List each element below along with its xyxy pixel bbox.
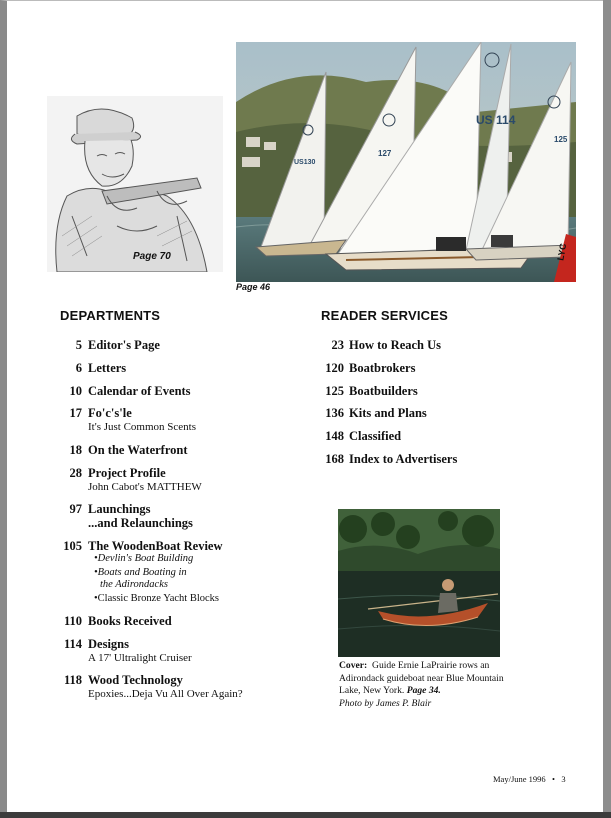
rs-page-number: 23 — [331, 338, 344, 352]
page-footer — [493, 774, 566, 784]
toc-page-number: 18 — [69, 443, 82, 457]
toc-subtitle: A 17' Ultralight Cruiser — [88, 652, 192, 664]
sail-number-b: US130 — [294, 159, 316, 166]
toc-title[interactable]: Books Received — [88, 614, 172, 628]
rs-title[interactable]: Classified — [349, 429, 402, 443]
toc-title[interactable]: Editor's Page — [88, 338, 160, 352]
toc-page-number: 118 — [63, 673, 82, 687]
toc-title[interactable]: On the Waterfront — [88, 443, 188, 457]
toc-subtitle: Epoxies...Deja Vu All Over Again? — [88, 688, 243, 700]
cover-label: Cover: — [339, 660, 368, 671]
viewer-right-edge — [603, 0, 611, 818]
rs-title[interactable]: Kits and Plans — [349, 406, 427, 420]
toc-title[interactable]: Wood Technology — [88, 673, 183, 687]
reader-services-heading: READER SERVICES — [321, 308, 449, 323]
sketch-drawing — [47, 96, 223, 272]
rs-title[interactable]: Boatbrokers — [349, 361, 416, 375]
rs-page-number: 120 — [325, 361, 344, 375]
rs-title[interactable]: Index to Advertisers — [349, 452, 458, 466]
toc-page-number: 17 — [69, 406, 82, 420]
cover-page-ref: Page 34. — [406, 685, 441, 696]
rs-page-number: 136 — [325, 406, 344, 420]
toc-page-number: 6 — [75, 361, 82, 375]
footer-bullet: • — [552, 774, 556, 784]
guideboat-scene — [338, 509, 500, 657]
rs-page-number: 168 — [325, 452, 344, 466]
cover-text: Guide Ernie LaPrairie rows an Adirondack guideboat near Blue Mountain Lake, New York. — [339, 660, 504, 696]
review-item-title: •Boats and Boating in — [94, 567, 187, 578]
toc-page-number: 10 — [69, 384, 82, 398]
toc-title[interactable]: Letters — [88, 361, 127, 375]
toc-title[interactable]: Calendar of Events — [88, 384, 191, 398]
sketch-page-caption: Page 70 — [133, 251, 171, 262]
cover-credit: Photo by James P. Blair — [339, 697, 432, 709]
sketch-illustration — [47, 96, 223, 272]
review-item-title: •Classic Bronze Yacht Blocks — [94, 593, 220, 604]
toc-title[interactable]: Fo'c's'le — [88, 406, 132, 420]
sail-number-d: 125 — [554, 135, 568, 144]
rs-page-number: 148 — [325, 429, 344, 443]
toc-page-number: 110 — [63, 614, 82, 628]
toc-title[interactable]: Launchings — [88, 502, 151, 516]
review-item-title-cont: the Adirondacks — [100, 579, 168, 590]
toc-subtitle: John Cabot's MATTHEW — [88, 481, 202, 493]
main-photo-page-caption: Page 46 — [236, 282, 271, 292]
toc-page-number: 28 — [69, 466, 82, 480]
departments-heading: DEPARTMENTS — [60, 308, 161, 323]
rs-title[interactable]: Boatbuilders — [349, 384, 418, 398]
sailboat-race-photo — [236, 42, 576, 282]
toc-title[interactable]: Designs — [88, 637, 129, 651]
toc-subtitle: It's Just Common Scents — [88, 421, 197, 433]
toc-title[interactable]: The WoodenBoat Review — [88, 539, 223, 553]
sail-number-c: 127 — [378, 149, 392, 158]
review-item-title: •Devlin's Boat Building — [94, 553, 194, 564]
toc-page-number: 105 — [63, 539, 82, 553]
sail-number-a: US 114 — [476, 113, 516, 127]
cover-caption — [339, 660, 509, 710]
sailboat-scene — [236, 42, 576, 282]
rs-page-number: 125 — [325, 384, 344, 398]
toc-page-number: 97 — [69, 502, 82, 516]
toc-title[interactable]: Project Profile — [88, 466, 166, 480]
rs-title[interactable]: How to Reach Us — [349, 338, 442, 352]
toc-subtitle: ...and Relaunchings — [88, 516, 193, 530]
toc-page-number: 114 — [63, 637, 82, 651]
issue-date: May/June 1996 — [493, 774, 546, 784]
buoy-label: LYC — [555, 242, 569, 262]
viewer-bottom-edge — [0, 812, 611, 818]
page-number: 3 — [561, 774, 566, 784]
toc-page-number: 5 — [75, 338, 82, 352]
cover-photo — [338, 509, 500, 657]
